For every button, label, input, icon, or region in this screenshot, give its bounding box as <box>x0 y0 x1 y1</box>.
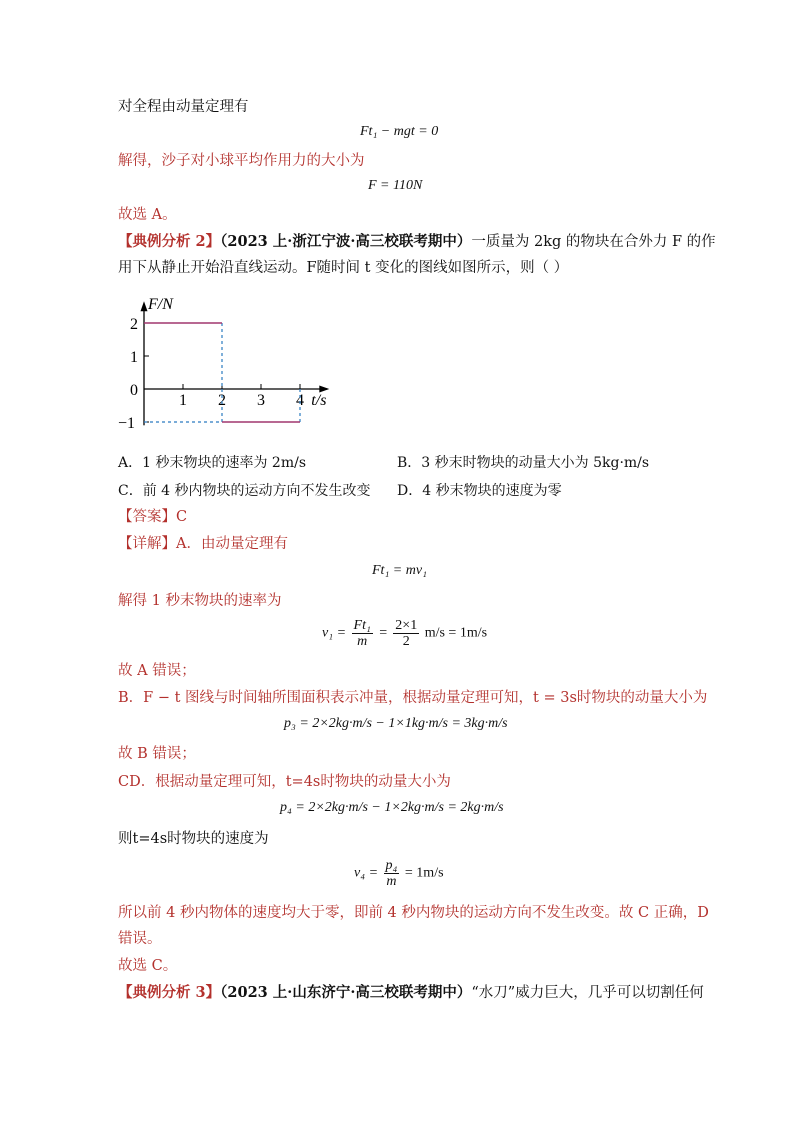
text-line-3: 故选 A。 <box>118 207 177 223</box>
equation-4 <box>322 618 487 649</box>
equation-7-numerator: p₄ <box>385 858 398 873</box>
equation-7-right: = 1m/s <box>404 865 444 881</box>
x-tick-label: 3 <box>257 392 265 409</box>
equation-3: Ft₁ = mv₁ <box>372 563 427 578</box>
equation-4-fraction-2 <box>393 618 419 649</box>
equation-4-numerator-1: Ft₁ <box>353 618 371 633</box>
text-line-7: 故 B 错误； <box>118 746 196 762</box>
x-tick-label: 1 <box>179 392 187 409</box>
equation-4-fraction-1 <box>352 618 373 649</box>
x-tick-label: 4 <box>296 392 304 409</box>
text-line-2: 解得，沙子对小球平均作用力的大小为 <box>118 153 365 169</box>
text-line-9: 则t=4s时物块的速度为 <box>118 831 269 847</box>
text-line-1: 对全程由动量定理有 <box>118 99 249 115</box>
y-tick-label: 1 <box>130 349 138 366</box>
y-tick-label: 2 <box>130 316 138 333</box>
y-tick-label: −1 <box>118 415 136 432</box>
text-line-6: B．F − t 图线与时间轴所围面积表示冲量，根据动量定理可知，t = 3s时物块的动量大小为 <box>118 690 708 706</box>
equation-5: p₃ = 2×2kg·m/s − 1×1kg·m/s = 3kg·m/s <box>284 716 508 731</box>
answer-line: 【答案】C <box>118 509 188 525</box>
text-line-12: 故选 C。 <box>118 958 178 974</box>
y-axis-arrow <box>141 301 148 311</box>
option-d: D．4 秒末物块的速度为零 <box>397 483 562 499</box>
equation-6: p₄ = 2×2kg·m/s − 1×2kg·m/s = 2kg·m/s <box>280 800 504 815</box>
equation-4-left: v₁ = <box>322 625 347 641</box>
example-3-source: （2023 上·山东济宁·高三校联考期中） <box>220 984 472 1001</box>
option-a: A．1 秒末物块的速率为 2m/s <box>118 455 307 471</box>
example-3-question-line-1 <box>118 983 704 1003</box>
option-b: B．3 秒末时物块的动量大小为 5kg·m/s <box>397 455 650 471</box>
y-tick-label: 0 <box>130 382 138 399</box>
equation-4-right: m/s = 1m/s <box>424 625 488 641</box>
equation-7-denominator: m <box>386 874 397 889</box>
text-line-11: 错误。 <box>118 931 162 947</box>
equation-7 <box>354 858 444 889</box>
y-axis-label: F/N <box>148 296 173 314</box>
text-line-5: 故 A 错误； <box>118 663 196 679</box>
x-tick-label: 2 <box>218 392 226 409</box>
equation-1: Ft₁ − mgt = 0 <box>360 124 439 139</box>
force-time-chart <box>112 282 342 432</box>
text-line-10: 所以前 4 秒内物体的速度均大于零，即前 4 秒内物块的运动方向不发生改变。故 C 正确，D <box>118 905 709 921</box>
equation-4-mid: = <box>378 625 388 641</box>
equation-7-left: v₄ = <box>354 865 379 881</box>
example-2-question-line-1 <box>118 232 716 252</box>
x-axis-label: t/s <box>311 392 327 409</box>
equation-2: F = 110N <box>368 178 423 193</box>
equation-4-denominator-2: 2 <box>402 634 410 649</box>
example-2-question-part-1: 一质量为 2kg 的物块在合外力 F 的作 <box>471 234 716 250</box>
example-2-question-line-2: 用下从静止开始沿直线运动。F随时间 t 变化的图线如图所示，则（ ） <box>118 260 569 276</box>
example-2-source: （2023 上·浙江宁波·高三校联考期中） <box>220 233 472 250</box>
option-c: C．前 4 秒内物块的运动方向不发生改变 <box>118 483 371 499</box>
text-line-8: CD．根据动量定理可知，t=4s时物块的动量大小为 <box>118 774 451 790</box>
example-2-tag: 【典例分析 2】 <box>118 233 221 250</box>
example-3-question-part-1: “水刀”威力巨大，几乎可以切割任何 <box>471 985 704 1001</box>
example-3-tag: 【典例分析 3】 <box>118 984 221 1001</box>
equation-4-denominator-1: m <box>357 634 368 649</box>
equation-4-numerator-2: 2×1 <box>395 618 418 633</box>
text-line-4: 解得 1 秒末物块的速率为 <box>118 593 282 609</box>
equation-7-fraction <box>384 858 400 889</box>
detail-a-line: 【详解】A．由动量定理有 <box>118 536 288 552</box>
